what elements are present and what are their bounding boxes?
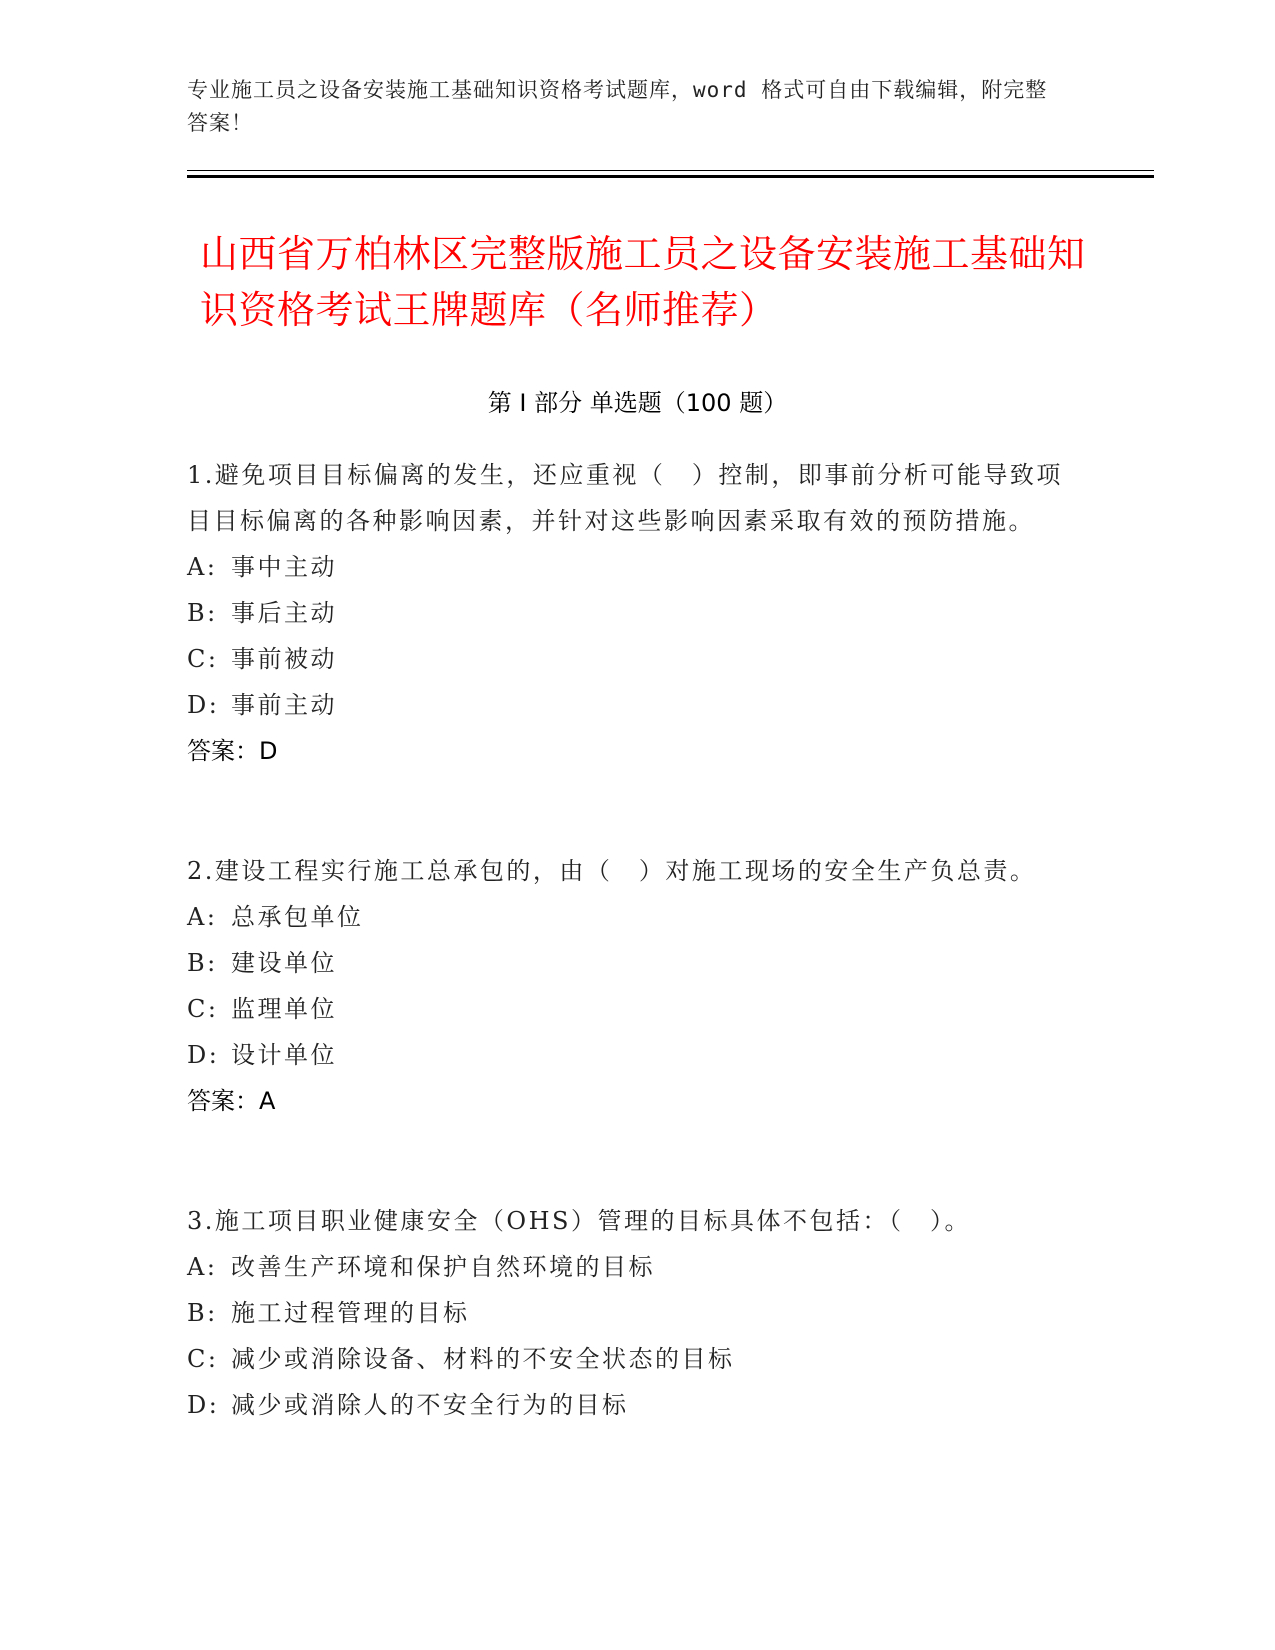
- option-b: [187, 1290, 1087, 1336]
- option-key: B:: [187, 1299, 218, 1327]
- option-key: C:: [187, 995, 219, 1023]
- option-a: [187, 1244, 1087, 1290]
- option-key: D:: [187, 691, 220, 719]
- question-2: [187, 848, 1087, 1124]
- document-title: 山西省万柏林区完整版施工员之设备安装施工基础知识资格考试王牌题库（名师推荐）: [200, 232, 1086, 332]
- option-d: [187, 682, 1087, 728]
- option-text: 设计单位: [231, 1041, 337, 1069]
- option-text: 改善生产环境和保护自然环境的目标: [231, 1253, 655, 1281]
- answer-label: 答案：D: [187, 737, 278, 765]
- option-text: 事中主动: [231, 553, 337, 581]
- section-heading: 第 I 部分 单选题（100 题）: [487, 389, 788, 417]
- option-key: A:: [187, 553, 218, 581]
- question-stem: 1.避免项目目标偏离的发生，还应重视（ ）控制，即事前分析可能导致项目目标偏离的各种影响因素，并针对这些影响因素采取有效的预防措施。: [187, 461, 1063, 535]
- option-key: A:: [187, 1253, 218, 1281]
- option-text: 减少或消除设备、材料的不安全状态的目标: [231, 1345, 735, 1373]
- question-stem: 3.施工项目职业健康安全（OHS）管理的目标具体不包括：（ ）。: [187, 1207, 971, 1235]
- header-divider-thin: [187, 170, 1154, 171]
- option-key: B:: [187, 949, 218, 977]
- option-b: [187, 940, 1087, 986]
- option-d: [187, 1032, 1087, 1078]
- option-text: 建设单位: [231, 949, 337, 977]
- option-c: [187, 986, 1087, 1032]
- question-stem: 2.建设工程实行施工总承包的，由（ ）对施工现场的安全生产负总责。: [187, 857, 1037, 885]
- option-d: [187, 1382, 1087, 1428]
- option-text: 事前主动: [231, 691, 337, 719]
- header-note: 专业施工员之设备安装施工基础知识资格考试题库，word 格式可自由下载编辑，附完整答案！: [187, 78, 1048, 135]
- header-divider-thick: [187, 175, 1154, 178]
- option-text: 事前被动: [231, 645, 337, 673]
- option-key: C:: [187, 645, 219, 673]
- option-b: [187, 590, 1087, 636]
- option-text: 减少或消除人的不安全行为的目标: [231, 1391, 629, 1419]
- option-key: B:: [187, 599, 218, 627]
- option-a: [187, 894, 1087, 940]
- answer-label: 答案：A: [187, 1087, 276, 1115]
- option-key: A:: [187, 903, 218, 931]
- option-key: D:: [187, 1041, 220, 1069]
- option-key: D:: [187, 1391, 220, 1419]
- option-c: [187, 636, 1087, 682]
- question-1: [187, 452, 1087, 774]
- option-text: 总承包单位: [231, 903, 364, 931]
- option-text: 施工过程管理的目标: [231, 1299, 470, 1327]
- question-3: [187, 1198, 1087, 1428]
- option-text: 监理单位: [231, 995, 337, 1023]
- option-text: 事后主动: [231, 599, 337, 627]
- option-a: [187, 544, 1087, 590]
- option-key: C:: [187, 1345, 219, 1373]
- option-c: [187, 1336, 1087, 1382]
